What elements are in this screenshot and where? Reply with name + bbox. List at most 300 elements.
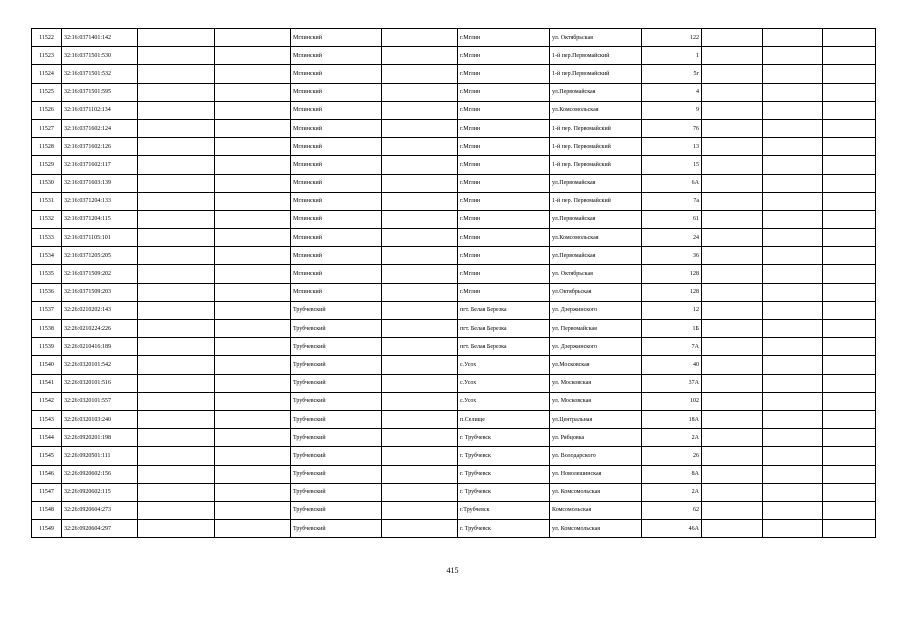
cell-cadastral-number: 32:16:0371501:530 <box>62 47 138 65</box>
cell-empty <box>215 338 291 356</box>
cell-cadastral-number: 32:16:0371501:595 <box>62 83 138 101</box>
cell-empty <box>215 374 291 392</box>
cell-street: ул. Дзержинского <box>550 301 642 319</box>
cell-empty <box>702 501 763 519</box>
cell-cadastral-number: 32:26:0320101:542 <box>62 356 138 374</box>
cell-street: 1-й пер. Первомайский <box>550 156 642 174</box>
cell-empty <box>215 29 291 47</box>
cell-empty <box>215 65 291 83</box>
cell-number: 11528 <box>32 138 62 156</box>
cell-empty <box>138 138 215 156</box>
cell-empty <box>215 119 291 137</box>
cell-empty <box>382 338 458 356</box>
cell-settlement: г.Мглин <box>458 83 550 101</box>
cell-empty <box>763 138 823 156</box>
cell-house: 8А <box>642 465 702 483</box>
cell-empty <box>382 301 458 319</box>
cell-house: 12 <box>642 301 702 319</box>
cell-empty <box>138 65 215 83</box>
cell-empty <box>763 356 823 374</box>
cell-house: 24 <box>642 229 702 247</box>
cell-empty <box>763 210 823 228</box>
cell-cadastral-number: 32:26:0920604:297 <box>62 520 138 538</box>
cell-district: Трубчевский <box>291 465 382 483</box>
cell-cadastral-number: 32:26:0320103:240 <box>62 410 138 428</box>
cell-house: 7а <box>642 192 702 210</box>
cell-empty <box>702 520 763 538</box>
cell-empty <box>382 501 458 519</box>
cell-house: 40 <box>642 356 702 374</box>
cell-house: 62 <box>642 501 702 519</box>
cell-empty <box>138 192 215 210</box>
cell-empty <box>215 465 291 483</box>
cell-settlement: г. Трубчевск <box>458 465 550 483</box>
cell-empty <box>382 156 458 174</box>
cell-empty <box>763 192 823 210</box>
table-row <box>32 210 876 228</box>
cell-street: ул. Володарского <box>550 447 642 465</box>
cell-district: Мглинский <box>291 83 382 101</box>
cell-cadastral-number: 32:26:0920501:111 <box>62 447 138 465</box>
cell-empty <box>823 520 876 538</box>
cell-cadastral-number: 32:16:0371401:142 <box>62 29 138 47</box>
table-row <box>32 156 876 174</box>
registry-table <box>31 28 876 538</box>
cell-number: 11540 <box>32 356 62 374</box>
cell-empty <box>382 465 458 483</box>
cell-house: 36 <box>642 247 702 265</box>
cell-empty <box>702 174 763 192</box>
cell-district: Трубчевский <box>291 374 382 392</box>
cell-street: ул.Первомайская <box>550 210 642 228</box>
cell-empty <box>823 247 876 265</box>
cell-empty <box>138 210 215 228</box>
table-row <box>32 356 876 374</box>
cell-settlement: г. Трубчевск <box>458 429 550 447</box>
cell-district: Мглинский <box>291 101 382 119</box>
cell-district: Мглинский <box>291 65 382 83</box>
cell-empty <box>702 210 763 228</box>
cell-district: Мглинский <box>291 119 382 137</box>
table-row <box>32 229 876 247</box>
cell-empty <box>702 447 763 465</box>
cell-cadastral-number: 32:16:0371501:532 <box>62 65 138 83</box>
cell-number: 11536 <box>32 283 62 301</box>
cell-empty <box>823 229 876 247</box>
cell-empty <box>763 501 823 519</box>
cell-cadastral-number: 32:16:0371602:126 <box>62 138 138 156</box>
cell-settlement: г. Трубчевск <box>458 483 550 501</box>
cell-settlement: г.Мглин <box>458 138 550 156</box>
cell-empty <box>382 247 458 265</box>
cell-house: 128 <box>642 265 702 283</box>
cell-empty <box>823 29 876 47</box>
table-row <box>32 29 876 47</box>
cell-district: Мглинский <box>291 156 382 174</box>
cell-number: 11522 <box>32 29 62 47</box>
cell-number: 11529 <box>32 156 62 174</box>
cell-settlement: г. Трубчевск <box>458 520 550 538</box>
cell-empty <box>702 229 763 247</box>
cell-house: 18А <box>642 410 702 428</box>
cell-empty <box>763 338 823 356</box>
table-row <box>32 283 876 301</box>
cell-settlement: г.Мглин <box>458 229 550 247</box>
cell-settlement: г.Мглин <box>458 101 550 119</box>
cell-district: Трубчевский <box>291 429 382 447</box>
table-row <box>32 483 876 501</box>
cell-empty <box>823 156 876 174</box>
cell-number: 11533 <box>32 229 62 247</box>
cell-empty <box>382 320 458 338</box>
cell-house: 5г <box>642 65 702 83</box>
cell-empty <box>215 429 291 447</box>
table-row <box>32 83 876 101</box>
cell-street: Комсомольская <box>550 501 642 519</box>
table-row <box>32 301 876 319</box>
cell-cadastral-number: 32:16:0371102:134 <box>62 101 138 119</box>
cell-number: 11546 <box>32 465 62 483</box>
cell-empty <box>823 301 876 319</box>
cell-district: Трубчевский <box>291 320 382 338</box>
table-row <box>32 174 876 192</box>
cell-settlement: с.Усох <box>458 392 550 410</box>
cell-empty <box>138 520 215 538</box>
cell-empty <box>138 338 215 356</box>
cell-empty <box>763 156 823 174</box>
cell-empty <box>823 101 876 119</box>
cell-street: 1-й пер. Первомайский <box>550 119 642 137</box>
cell-settlement: г.Мглин <box>458 47 550 65</box>
cell-empty <box>138 47 215 65</box>
cell-settlement: г.Мглин <box>458 174 550 192</box>
cell-empty <box>823 320 876 338</box>
cell-empty <box>138 483 215 501</box>
cell-empty <box>138 410 215 428</box>
cell-house: 76 <box>642 119 702 137</box>
cell-empty <box>215 138 291 156</box>
cell-empty <box>823 192 876 210</box>
cell-house: 26 <box>642 447 702 465</box>
cell-empty <box>382 447 458 465</box>
cell-cadastral-number: 32:26:0320101:516 <box>62 374 138 392</box>
cell-empty <box>382 356 458 374</box>
cell-empty <box>763 283 823 301</box>
cell-street: ул. Октябрьская <box>550 265 642 283</box>
cell-empty <box>215 47 291 65</box>
cell-number: 11527 <box>32 119 62 137</box>
table-row <box>32 192 876 210</box>
cell-number: 11523 <box>32 47 62 65</box>
table-row <box>32 520 876 538</box>
cell-cadastral-number: 32:16:0371205:205 <box>62 247 138 265</box>
table-row <box>32 320 876 338</box>
cell-empty <box>215 192 291 210</box>
cell-cadastral-number: 32:16:0371602:124 <box>62 119 138 137</box>
registry-sheet <box>31 28 875 538</box>
cell-district: Мглинский <box>291 283 382 301</box>
cell-empty <box>763 265 823 283</box>
cell-empty <box>763 465 823 483</box>
cell-empty <box>382 192 458 210</box>
cell-number: 11545 <box>32 447 62 465</box>
cell-empty <box>823 410 876 428</box>
cell-street: ул.Октябрьская <box>550 283 642 301</box>
cell-empty <box>382 392 458 410</box>
cell-number: 11539 <box>32 338 62 356</box>
cell-street: ул. Комсомольская <box>550 483 642 501</box>
cell-empty <box>138 447 215 465</box>
cell-house: 1 <box>642 47 702 65</box>
cell-district: Мглинский <box>291 192 382 210</box>
cell-empty <box>382 229 458 247</box>
cell-empty <box>138 320 215 338</box>
cell-empty <box>823 392 876 410</box>
cell-empty <box>823 83 876 101</box>
cell-cadastral-number: 32:26:0920201:198 <box>62 429 138 447</box>
cell-empty <box>702 265 763 283</box>
cell-empty <box>138 229 215 247</box>
table-row <box>32 247 876 265</box>
cell-empty <box>763 174 823 192</box>
cell-cadastral-number: 32:16:0371509:203 <box>62 283 138 301</box>
cell-street: ул.Первомайская <box>550 83 642 101</box>
cell-district: Трубчевский <box>291 410 382 428</box>
cell-street: ул. Комсомольская <box>550 520 642 538</box>
cell-empty <box>702 138 763 156</box>
cell-district: Мглинский <box>291 210 382 228</box>
cell-empty <box>382 429 458 447</box>
cell-empty <box>763 301 823 319</box>
cell-house: 6А <box>642 174 702 192</box>
cell-district: Трубчевский <box>291 483 382 501</box>
cell-empty <box>138 374 215 392</box>
cell-number: 11547 <box>32 483 62 501</box>
cell-house: 128 <box>642 283 702 301</box>
cell-empty <box>138 301 215 319</box>
cell-empty <box>138 101 215 119</box>
cell-cadastral-number: 32:26:0210202:143 <box>62 301 138 319</box>
cell-empty <box>763 29 823 47</box>
cell-empty <box>215 320 291 338</box>
cell-empty <box>702 465 763 483</box>
cell-empty <box>215 265 291 283</box>
cell-number: 11526 <box>32 101 62 119</box>
cell-number: 11542 <box>32 392 62 410</box>
cell-street: ул. Рябцовка <box>550 429 642 447</box>
cell-house: 2А <box>642 429 702 447</box>
cell-empty <box>138 465 215 483</box>
cell-cadastral-number: 32:26:0920602:156 <box>62 465 138 483</box>
cell-street: ул. Первомайская <box>550 320 642 338</box>
cell-settlement: г.Мглин <box>458 192 550 210</box>
cell-number: 11541 <box>32 374 62 392</box>
cell-cadastral-number: 32:16:0371105:101 <box>62 229 138 247</box>
cell-empty <box>382 283 458 301</box>
cell-empty <box>138 119 215 137</box>
cell-empty <box>702 356 763 374</box>
cell-settlement: пгт. Белая Березка <box>458 320 550 338</box>
cell-settlement: г.Мглин <box>458 210 550 228</box>
cell-empty <box>763 47 823 65</box>
cell-empty <box>763 520 823 538</box>
cell-empty <box>382 410 458 428</box>
cell-district: Мглинский <box>291 247 382 265</box>
cell-settlement: пгт. Белая Березка <box>458 338 550 356</box>
cell-empty <box>763 119 823 137</box>
table-row <box>32 119 876 137</box>
cell-empty <box>763 447 823 465</box>
cell-empty <box>702 410 763 428</box>
cell-empty <box>702 83 763 101</box>
cell-street: ул. Новолешинская <box>550 465 642 483</box>
cell-number: 11532 <box>32 210 62 228</box>
cell-empty <box>382 174 458 192</box>
cell-district: Трубчевский <box>291 338 382 356</box>
table-row <box>32 410 876 428</box>
cell-number: 11525 <box>32 83 62 101</box>
cell-district: Трубчевский <box>291 392 382 410</box>
cell-empty <box>215 83 291 101</box>
cell-empty <box>823 356 876 374</box>
cell-empty <box>382 483 458 501</box>
cell-empty <box>382 83 458 101</box>
page-number: 415 <box>446 566 459 575</box>
cell-house: 9 <box>642 101 702 119</box>
cell-empty <box>763 83 823 101</box>
table-row <box>32 47 876 65</box>
cell-empty <box>763 65 823 83</box>
cell-house: 46А <box>642 520 702 538</box>
table-body <box>32 29 876 538</box>
cell-number: 11535 <box>32 265 62 283</box>
cell-empty <box>823 265 876 283</box>
cell-empty <box>763 483 823 501</box>
cell-empty <box>702 192 763 210</box>
cell-empty <box>823 119 876 137</box>
cell-empty <box>823 447 876 465</box>
cell-empty <box>702 29 763 47</box>
cell-settlement: п.Селище <box>458 410 550 428</box>
cell-empty <box>823 338 876 356</box>
cell-settlement: г.Мглин <box>458 265 550 283</box>
cell-empty <box>823 65 876 83</box>
table-row <box>32 447 876 465</box>
cell-house: 37А <box>642 374 702 392</box>
cell-empty <box>823 210 876 228</box>
cell-settlement: г.Мглин <box>458 283 550 301</box>
cell-empty <box>763 101 823 119</box>
cell-empty <box>702 47 763 65</box>
cell-empty <box>138 156 215 174</box>
cell-empty <box>215 174 291 192</box>
cell-empty <box>382 265 458 283</box>
cell-number: 11531 <box>32 192 62 210</box>
cell-empty <box>702 247 763 265</box>
cell-empty <box>138 247 215 265</box>
cell-empty <box>702 119 763 137</box>
cell-number: 11544 <box>32 429 62 447</box>
table-row <box>32 501 876 519</box>
cell-number: 11537 <box>32 301 62 319</box>
cell-empty <box>702 392 763 410</box>
cell-empty <box>215 283 291 301</box>
cell-street: ул. Московская <box>550 392 642 410</box>
cell-empty <box>702 283 763 301</box>
cell-house: 122 <box>642 29 702 47</box>
cell-street: 1-й пер. Первомайский <box>550 138 642 156</box>
cell-empty <box>382 47 458 65</box>
cell-number: 11548 <box>32 501 62 519</box>
cell-empty <box>138 356 215 374</box>
cell-empty <box>763 429 823 447</box>
cell-street: ул.Первомайская <box>550 247 642 265</box>
cell-street: 1-й пер.Первомайский <box>550 47 642 65</box>
cell-street: ул.Московская <box>550 356 642 374</box>
cell-empty <box>215 356 291 374</box>
cell-settlement: г. Трубчевск <box>458 447 550 465</box>
cell-empty <box>138 29 215 47</box>
cell-empty <box>215 447 291 465</box>
cell-district: Трубчевский <box>291 520 382 538</box>
cell-number: 11534 <box>32 247 62 265</box>
cell-empty <box>823 501 876 519</box>
cell-empty <box>215 210 291 228</box>
cell-district: Трубчевский <box>291 501 382 519</box>
cell-empty <box>382 138 458 156</box>
cell-empty <box>138 83 215 101</box>
cell-street: ул. Октябрьская <box>550 29 642 47</box>
cell-empty <box>823 47 876 65</box>
cell-empty <box>702 101 763 119</box>
cell-number: 11538 <box>32 320 62 338</box>
cell-settlement: г.Мглин <box>458 29 550 47</box>
cell-district: Мглинский <box>291 138 382 156</box>
cell-empty <box>382 119 458 137</box>
cell-street: ул.Комсомольская <box>550 101 642 119</box>
cell-street: ул. Дзержинского <box>550 338 642 356</box>
cell-number: 11524 <box>32 65 62 83</box>
cell-cadastral-number: 32:26:0320101:557 <box>62 392 138 410</box>
cell-empty <box>138 265 215 283</box>
cell-street: ул.Первомайская <box>550 174 642 192</box>
cell-empty <box>763 410 823 428</box>
cell-empty <box>702 483 763 501</box>
cell-number: 11543 <box>32 410 62 428</box>
cell-empty <box>823 138 876 156</box>
cell-empty <box>702 301 763 319</box>
cell-cadastral-number: 32:16:0371204:115 <box>62 210 138 228</box>
cell-empty <box>702 338 763 356</box>
cell-house: 4 <box>642 83 702 101</box>
cell-empty <box>382 374 458 392</box>
cell-cadastral-number: 32:16:0371204:133 <box>62 192 138 210</box>
cell-empty <box>702 65 763 83</box>
cell-empty <box>823 374 876 392</box>
cell-settlement: г.Мглин <box>458 156 550 174</box>
cell-empty <box>823 465 876 483</box>
cell-empty <box>823 429 876 447</box>
cell-street: 1-й пер.Первомайский <box>550 65 642 83</box>
cell-settlement: пгт. Белая Березка <box>458 301 550 319</box>
cell-district: Мглинский <box>291 29 382 47</box>
cell-settlement: с.Усох <box>458 374 550 392</box>
cell-empty <box>215 229 291 247</box>
cell-district: Трубчевский <box>291 301 382 319</box>
cell-empty <box>215 410 291 428</box>
cell-empty <box>823 483 876 501</box>
cell-house: 61 <box>642 210 702 228</box>
